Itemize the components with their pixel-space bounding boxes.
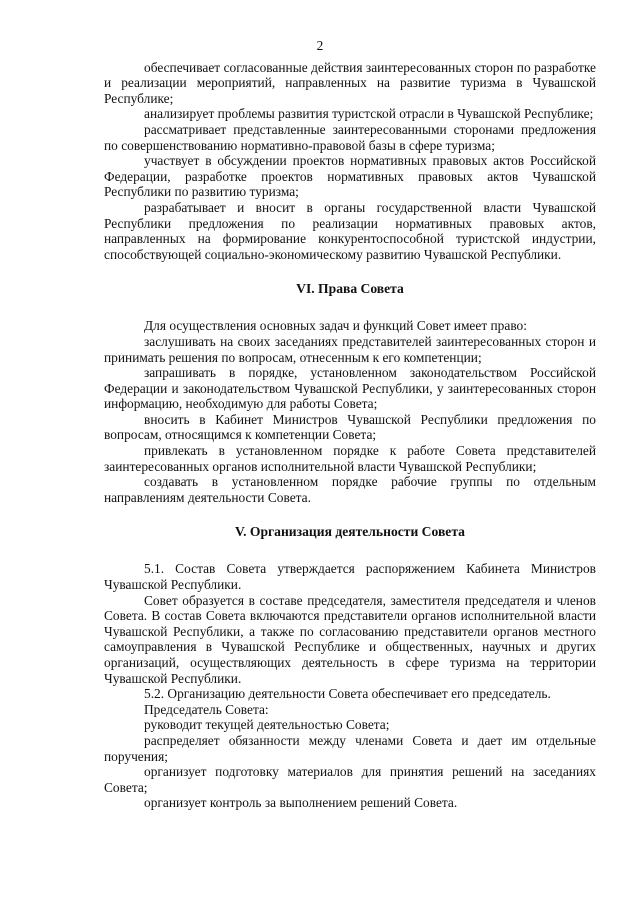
paragraph: 5.1. Состав Совета утверждается распоряжением Кабинета Министров Чувашской Республики. bbox=[104, 561, 596, 593]
paragraph: создавать в установленном порядке рабочие группы по отдельным направлениям деятельности Совета. bbox=[104, 474, 596, 505]
paragraph: разрабатывает и вносит в органы государственной власти Чувашской Республики предложения по реализации нормативных правовых актов, направленных на формирование конкурентоспособной туристской индустрии, способствующей социально-экономическому развитию Чувашской Республики. bbox=[104, 199, 596, 262]
paragraph: распределяет обязанности между членами Совета и дает им отдельные поручения; bbox=[104, 732, 596, 764]
paragraph: участвует в обсуждении проектов нормативных правовых актов Российской Федерации, разработке проектов нормативных правовых актов Чувашской Республики по развитию туризма; bbox=[104, 153, 596, 200]
paragraph: Для осуществления основных задач и функций Совет имеет право: bbox=[144, 318, 527, 334]
paragraph: вносить в Кабинет Министров Чувашской Республики предложения по вопросам, относящимся к компетенции Совета; bbox=[104, 411, 596, 443]
paragraph: обеспечивает согласованные действия заинтересованных сторон по разработке и реализации мероприятий, направленных на развитие туризма в Чувашской Республике; bbox=[104, 59, 596, 106]
paragraph: организует подготовку материалов для принятия решений на заседаниях Совета; bbox=[104, 764, 596, 795]
paragraph: запрашивать в порядке, установленном законодательством Российской Федерации и законодательством Чувашской Республики, у заинтересованных сторон информацию, необходимую для работы Совета; bbox=[104, 365, 596, 412]
paragraph: 5.2. Организацию деятельности Совета обеспечивает его председатель. bbox=[144, 686, 551, 702]
paragraph: заслушивать на своих заседаниях представителей заинтересованных сторон и принимать решения по вопросам, отнесенным к его компетенции; bbox=[104, 333, 596, 365]
paragraph: Председатель Совета: bbox=[144, 701, 269, 717]
paragraph: рассматривает представленные заинтересованными сторонами предложения по совершенствованию нормативно-правовой базы в сфере туризма; bbox=[104, 121, 596, 153]
page-number: 2 bbox=[316, 38, 324, 53]
section-heading: V. Организация деятельности Совета bbox=[235, 524, 465, 540]
paragraph: анализирует проблемы развития туристской отрасли в Чувашской Республике; bbox=[144, 106, 594, 122]
section-heading: VI. Права Совета bbox=[296, 281, 404, 297]
paragraph: руководит текущей деятельностью Совета; bbox=[144, 717, 390, 733]
paragraph: привлекать в установленном порядке к работе Совета представителей заинтересованных органов исполнительной власти Чувашской Республики; bbox=[104, 443, 596, 474]
section-rights bbox=[104, 318, 596, 505]
section-organization bbox=[104, 561, 596, 811]
top-paragraphs bbox=[104, 60, 596, 263]
paragraph: Совет образуется в составе председателя, заместителя председателя и членов Совета. В состав Совета включаются представители органов исполнительной власти Чувашской Республики, а также по согласованию представители органов местного самоуправления в Чувашской Республике и общественных, научных и других организаций, осуществляющих деятельность в сфере туризма на территории Чувашской Республики. bbox=[104, 592, 596, 686]
paragraph: организует контроль за выполнением решений Совета. bbox=[144, 795, 458, 811]
